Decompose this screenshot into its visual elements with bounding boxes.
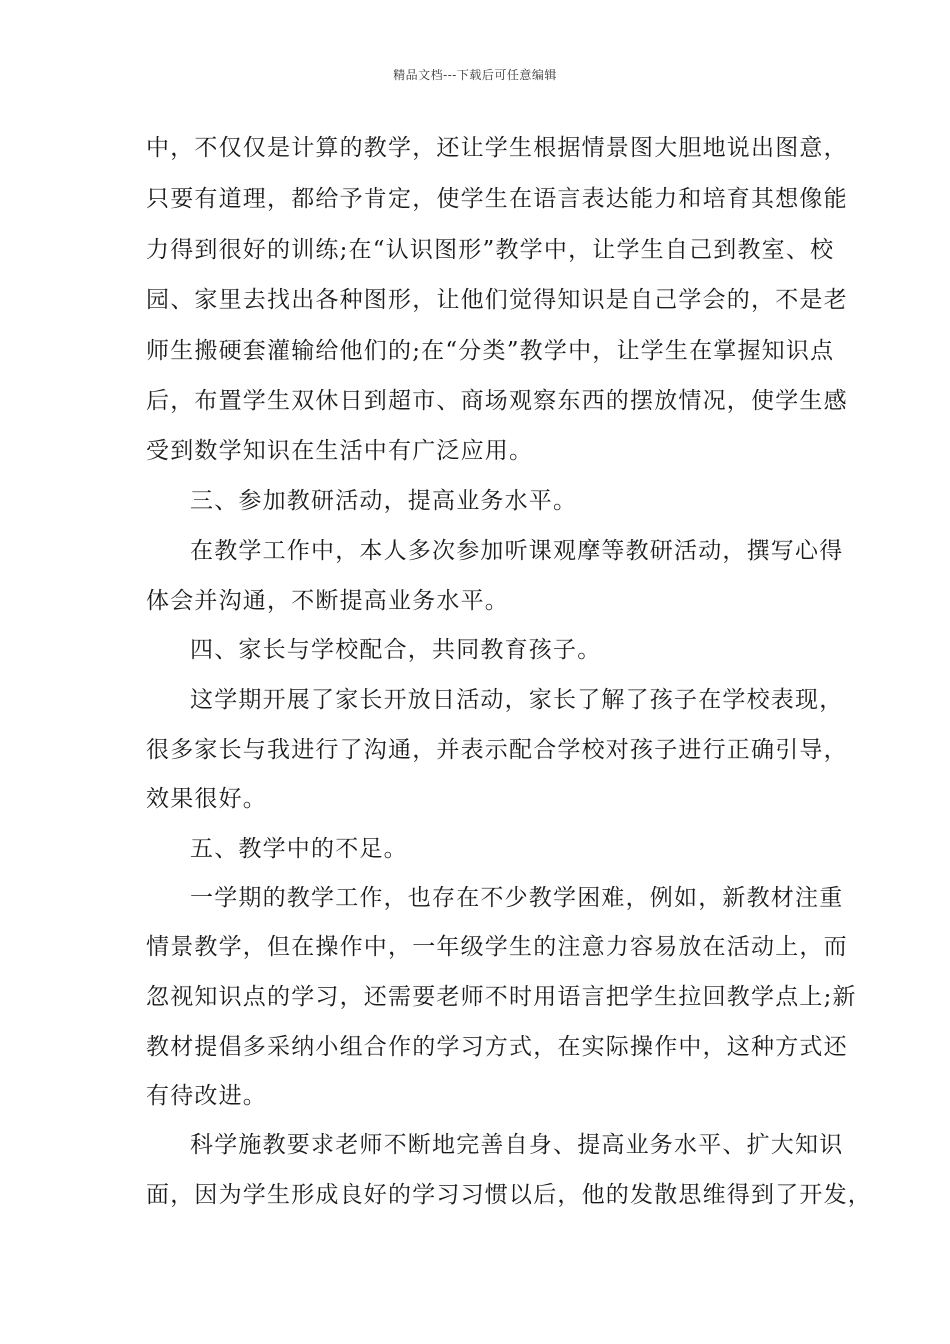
text-line: 科学施教要求老师不断地完善自身、提高业务水平、扩大知识	[190, 1132, 844, 1158]
text-line: 体会并沟通，不断提高业务水平。	[146, 588, 509, 614]
text-line: 在教学工作中，本人多次参加听课观摩等教研活动，撰写心得	[190, 538, 844, 564]
text-line: 效果很好。	[146, 786, 267, 812]
text-line: 情景教学，但在操作中，一年级学生的注意力容易放在活动上，而	[146, 934, 848, 960]
text-line: 有待改进。	[146, 1083, 267, 1109]
text-line: 力得到很好的训练;在“认识图形”教学中，让学生自己到教室、校	[146, 237, 835, 263]
text-line: 教材提倡多采纳小组合作的学习方式，在实际操作中，这种方式还	[146, 1034, 848, 1060]
section-heading: 五、教学中的不足。	[190, 836, 408, 862]
text-line: 师生搬硬套灌输给他们的;在“分类”教学中，让学生在掌握知识点	[146, 338, 835, 364]
text-line: 很多家长与我进行了沟通，并表示配合学校对孩子进行正确引导，	[146, 737, 848, 763]
text-line: 中，不仅仅是计算的教学，还让学生根据情景图大胆地说出图意，	[146, 135, 848, 161]
text-line: 忽视知识点的学习，还需要老师不时用语言把学生拉回教学点上;新	[146, 984, 857, 1010]
text-line: 园、家里去找出各种图形，让他们觉得知识是自己学会的，不是老	[146, 287, 848, 313]
section-heading: 三、参加教研活动，提高业务水平。	[190, 488, 578, 514]
text-line: 后，布置学生双休日到超市、商场观察东西的摆放情况，使学生感	[146, 388, 848, 414]
text-line: 一学期的教学工作，也存在不少教学困难，例如，新教材注重	[190, 885, 844, 911]
section-heading: 四、家长与学校配合，共同教育孩子。	[190, 637, 602, 663]
text-line: 这学期开展了家长开放日活动，家长了解了孩子在学校表现，	[190, 687, 844, 713]
text-line: 只要有道理，都给予肯定，使学生在语言表达能力和培育其想像能	[146, 186, 848, 212]
text-line: 受到数学知识在生活中有广泛应用。	[146, 438, 534, 464]
page-header: 精品文档---下载后可任意编辑	[393, 68, 557, 82]
text-line: 面，因为学生形成良好的学习习惯以后，他的发散思维得到了开发，	[146, 1182, 872, 1208]
